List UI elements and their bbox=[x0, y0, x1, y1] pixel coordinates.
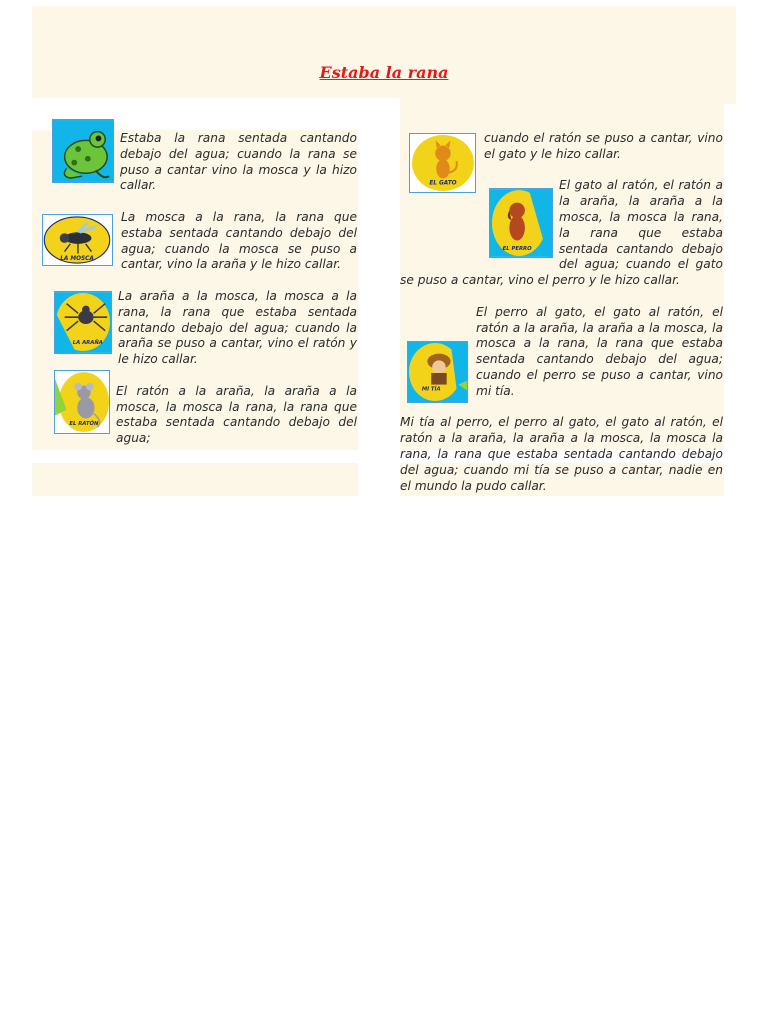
gato-label: EL GATO bbox=[429, 180, 457, 187]
frog-image bbox=[52, 119, 114, 183]
spider-icon bbox=[55, 292, 111, 353]
fly-icon bbox=[43, 215, 112, 265]
left-paragraph-4: El ratón a la araña, la araña a la mosca, la mosca la rana, la rana que estaba sentada cantando debajo del agua; bbox=[116, 383, 357, 446]
tia-label: MI TÍA bbox=[421, 386, 441, 393]
right-paragraph-2-text: El gato al ratón, el ratón a la araña, la araña a la mosca, la mosca la rana, la rana que estaba sentada cantando debajo del agua; cuando el gato se puso a cantar, vino el perro y le hizo callar. bbox=[400, 178, 723, 288]
raton-image bbox=[54, 370, 110, 434]
gato-image bbox=[409, 133, 476, 193]
perro-label: EL PERRO bbox=[502, 246, 532, 253]
left-column bbox=[32, 131, 357, 447]
raton-label: EL RATÓN bbox=[69, 421, 99, 428]
arana-label: LA ARAÑA bbox=[72, 340, 103, 347]
left-footer-panel bbox=[32, 463, 358, 496]
frog-icon bbox=[53, 120, 113, 182]
right-paragraph-1: cuando el ratón se puso a cantar, vino el gato y le hizo callar. bbox=[484, 131, 723, 161]
mosca-image bbox=[42, 214, 113, 266]
header-panel bbox=[32, 6, 736, 98]
left-paragraph-3: La araña a la mosca, la mosca a la rana, la rana que estaba sentada cantando debajo del agua; cuando la araña se puso a cantar, vino el ratón y le hizo callar. bbox=[118, 288, 357, 367]
right-paragraph-3: MI TÍA El perro al gato, el gato al ratón, el ratón a la araña, la araña a la mosca, la mosca a la rana, la rana que estaba sentada cantando debajo del agua; cuando el perro se puso a cantar, vino mi tía. bbox=[400, 305, 723, 400]
mouse-icon bbox=[55, 371, 109, 433]
left-paragraph-2: La mosca a la rana, la rana que estaba sentada cantando debajo del agua; cuando la mosca se puso a cantar, vino la araña y le hizo callar. bbox=[121, 209, 357, 272]
dog-icon bbox=[490, 189, 552, 257]
page-title: Estaba la rana bbox=[319, 63, 449, 82]
right-paragraph-2 bbox=[400, 178, 723, 289]
right-column bbox=[400, 131, 723, 494]
aunt-icon bbox=[408, 342, 467, 402]
tia-image bbox=[407, 341, 468, 403]
right-paragraph-4: Mi tía al perro, el perro al gato, el gato al ratón, el ratón a la araña, la araña a la mosca, la mosca la rana, la rana que estaba sentada cantando debajo del agua; cuando mi tía se puso a cantar, nadie en el mundo la pudo callar. bbox=[400, 415, 723, 493]
perro-image bbox=[489, 188, 553, 258]
cat-icon bbox=[410, 134, 475, 192]
arana-image bbox=[54, 291, 112, 354]
mosca-label: LA MOSCA bbox=[60, 256, 94, 263]
left-paragraph-1: Estaba la rana sentada cantando debajo del agua; cuando la rana se puso a cantar vino la mosca y la hizo callar. bbox=[120, 131, 357, 193]
